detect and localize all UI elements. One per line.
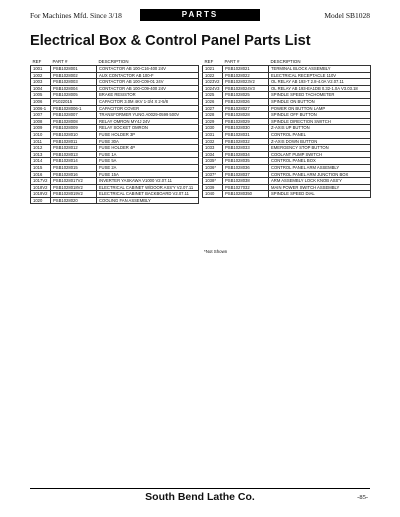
part-number-cell: PSB1028030 [223, 125, 269, 132]
ref-cell: 1003 [31, 79, 51, 86]
table-row [203, 118, 371, 125]
part-number-cell: PSB1028012 [51, 145, 97, 152]
ref-cell: 1011 [31, 138, 51, 145]
description-cell: EMERGENCY STOP BUTTON [269, 145, 371, 152]
table-row [203, 158, 371, 165]
ref-cell: 1006 [31, 98, 51, 105]
table-row [31, 171, 199, 178]
description-cell: POWER ON BUTTON LAMP [269, 105, 371, 112]
part-number-cell: PSB1028028 [223, 112, 269, 119]
part-number-cell: PSB1028037 [223, 171, 269, 178]
ref-cell: 1022 [203, 72, 223, 79]
description-cell: CONTACTOR AB 100-C09-01 24V [97, 79, 199, 86]
ref-cell: 1024V3 [203, 85, 223, 92]
ref-cell: 1010 [31, 131, 51, 138]
table-row [203, 184, 371, 191]
part-number-cell: PSB1028023V2 [223, 79, 269, 86]
ref-cell: 1013 [31, 151, 51, 158]
part-number-cell: PSB1028036 [223, 164, 269, 171]
table-row [203, 125, 371, 132]
part-number-cell: PSB1028035 [223, 158, 269, 165]
ref-cell: 1001 [31, 66, 51, 73]
part-number-cell: P1022015 [51, 98, 97, 105]
part-number-cell: PSB1028011 [51, 138, 97, 145]
description-cell: CONTROL PANEL BOX [269, 158, 371, 165]
description-cell: FUSE HOLDER 4P [97, 145, 199, 152]
ref-cell: 1015 [31, 164, 51, 171]
part-number-cell: PSB1028007 [51, 112, 97, 119]
ref-cell: 1021 [203, 66, 223, 73]
table-header-row [31, 58, 199, 66]
part-number-cell: PSB1028032 [223, 138, 269, 145]
description-cell: FUSE HOLDER 3P [97, 131, 199, 138]
description-cell: CONTACTOR AB 100-C16-400 24V [97, 66, 199, 73]
description-cell: SPINDLE SPEED DIAL [269, 191, 371, 198]
ref-cell: 1007 [31, 112, 51, 119]
table-row [203, 138, 371, 145]
description-cell: Z-AXIS DOWN BUTTON [269, 138, 371, 145]
part-number-cell: PSB1028006-1 [51, 105, 97, 112]
not-shown-note: *Not Shown [204, 249, 228, 254]
table-row [203, 66, 371, 73]
part-number-cell: PSB1028025 [223, 92, 269, 99]
ref-cell: 1012 [31, 145, 51, 152]
ref-cell: 1023V2 [203, 79, 223, 86]
col-header-part: PART # [52, 58, 68, 64]
part-number-cell: PSB1028003 [51, 79, 97, 86]
part-number-cell: PSB1028020 [51, 197, 97, 204]
table-row [31, 184, 199, 191]
ref-cell: 1026 [203, 98, 223, 105]
table-row [31, 151, 199, 158]
ref-cell: 1028 [203, 112, 223, 119]
footer-rule [30, 488, 370, 489]
parts-table-left [30, 58, 199, 204]
description-cell: CONTROL PANEL [269, 131, 371, 138]
ref-cell: 1038* [203, 178, 223, 185]
ref-cell: 1005 [31, 92, 51, 99]
table-row [203, 178, 371, 185]
description-cell: OL RELAY AB 193-EA1DB 0.32-1.0A V3.03.18 [269, 85, 371, 92]
parts-table-right [202, 58, 371, 198]
col-header-part: PART # [224, 58, 240, 64]
part-number-cell: PSB1028016 [51, 171, 97, 178]
table-row [203, 79, 371, 86]
part-number-cell: PSB1028027 [223, 105, 269, 112]
ref-cell: 1009 [31, 125, 51, 132]
part-number-cell: PSB1028002 [51, 72, 97, 79]
description-cell: RELAY OMRON MY4J 24V [97, 118, 199, 125]
description-cell: CONTROL PANEL ARM JUNCTION BOX [269, 171, 371, 178]
table-row [31, 79, 199, 86]
part-number-cell: PSB1028033 [223, 145, 269, 152]
ref-cell: 1037* [203, 171, 223, 178]
part-number-cell: PSB1028021 [223, 66, 269, 73]
description-cell: Z-AXIS UP BUTTON [269, 125, 371, 132]
table-row [31, 197, 199, 204]
description-cell: FUSE 5A [97, 158, 199, 165]
part-number-cell: PSB1028015 [51, 164, 97, 171]
part-number-cell: PSB1028017V2 [51, 178, 97, 185]
ref-cell: 1008 [31, 118, 51, 125]
part-number-cell: PSB1028008 [51, 118, 97, 125]
col-header-ref: REF [32, 58, 42, 64]
ref-cell: 1033 [203, 145, 223, 152]
description-cell: RELAY SOCKET OMRON [97, 125, 199, 132]
description-cell: COOLING FAN ASSEMBLY [97, 197, 199, 204]
part-number-cell: PSB10280350 [223, 191, 269, 198]
table-row [31, 138, 199, 145]
table-row [203, 105, 371, 112]
description-cell: TRANSFORMER YUNG A0029-0599 500V [97, 112, 199, 119]
description-cell: FUSE 30A [97, 138, 199, 145]
part-number-cell: PSB1028014 [51, 158, 97, 165]
part-number-cell: PSB1028005 [51, 92, 97, 99]
ref-cell: 1006-1 [31, 105, 51, 112]
ref-cell: 1035* [203, 158, 223, 165]
table-row [31, 131, 199, 138]
description-cell: SPINDLE SPEED TACHOMETER [269, 92, 371, 99]
table-row [31, 98, 199, 105]
description-cell: MAIN POWER SWITCH ASSEMBLY [269, 184, 371, 191]
table-header-row [203, 58, 371, 66]
parts-table-left-body [31, 66, 199, 204]
part-number-cell: PSB1027032 [223, 184, 269, 191]
table-row [31, 66, 199, 73]
ref-cell: 1020 [31, 197, 51, 204]
part-number-cell: PSB1028026 [223, 98, 269, 105]
part-number-cell: PSB1028029 [223, 118, 269, 125]
header-machine-date: For Machines Mfd. Since 3/18 [30, 11, 122, 20]
ref-cell: 1036* [203, 164, 223, 171]
ref-cell: 1017V2 [31, 178, 51, 185]
table-row [203, 85, 371, 92]
table-row [31, 72, 199, 79]
description-cell: TERMINAL BLOCK ASSEMBLY [269, 66, 371, 73]
table-row [31, 105, 199, 112]
page-title: Electrical Box & Control Panel Parts List [30, 33, 311, 49]
description-cell: SPINDLE OFF BUTTON [269, 112, 371, 119]
ref-cell: 1039 [203, 184, 223, 191]
part-number-cell: PSB1028024V3 [223, 85, 269, 92]
ref-cell: 1034 [203, 151, 223, 158]
description-cell: SPINDLE ON BUTTON [269, 98, 371, 105]
description-cell: INVERTER YASKAWA V1000 V2.07.11 [97, 178, 199, 185]
header-model: Model SB1028 [324, 11, 370, 20]
part-number-cell: PSB1028022 [223, 72, 269, 79]
description-cell: FUSE 15A [97, 171, 199, 178]
table-row [31, 112, 199, 119]
table-row [31, 158, 199, 165]
part-number-cell: PSB1028009 [51, 125, 97, 132]
ref-cell: 1030 [203, 125, 223, 132]
table-row [203, 98, 371, 105]
table-row [203, 191, 371, 198]
table-row [203, 151, 371, 158]
table-row [203, 171, 371, 178]
table-row [31, 178, 199, 185]
parts-table-right-body [203, 66, 371, 198]
table-row [31, 145, 199, 152]
table-row [31, 191, 199, 198]
page-number: -85- [357, 494, 368, 501]
description-cell: ELECTRICAL RECEPTACLE 110V [269, 72, 371, 79]
table-row [31, 85, 199, 92]
table-row [203, 72, 371, 79]
ref-cell: 1040 [203, 191, 223, 198]
part-number-cell: PSB1028038 [223, 178, 269, 185]
table-row [203, 131, 371, 138]
page-header [30, 9, 370, 23]
description-cell: ELECTRICAL CABINET W/DOOR ASS'Y V2.07.11 [97, 184, 199, 191]
part-number-cell: PSB1028034 [223, 151, 269, 158]
col-header-ref: REF [204, 58, 214, 64]
part-number-cell: PSB1028004 [51, 85, 97, 92]
description-cell: CONTACTOR AB 100-C09-400 24V [97, 85, 199, 92]
part-number-cell: PSB1028010 [51, 131, 97, 138]
ref-cell: 1018V2 [31, 184, 51, 191]
ref-cell: 1002 [31, 72, 51, 79]
description-cell: FUSE 2A [97, 164, 199, 171]
part-number-cell: PSB1028018V2 [51, 184, 97, 191]
description-cell: FUSE 1A [97, 151, 199, 158]
table-row [203, 145, 371, 152]
description-cell: CAPACITOR 3.0M 4KV 1-3/4 X 2-5/8 [97, 98, 199, 105]
col-header-desc: DESCRIPTION [98, 58, 129, 64]
description-cell: BRAKE RESISTOR [97, 92, 199, 99]
header-section-band: PARTS [140, 9, 260, 21]
col-header-desc: DESCRIPTION [270, 58, 301, 64]
description-cell: CAPACITOR COVER [97, 105, 199, 112]
part-number-cell: PSB1028031 [223, 131, 269, 138]
part-number-cell: PSB1028013 [51, 151, 97, 158]
description-cell: SPINDLE DIRECTION SWITCH [269, 118, 371, 125]
ref-cell: 1029 [203, 118, 223, 125]
table-row [31, 92, 199, 99]
ref-cell: 1014 [31, 158, 51, 165]
ref-cell: 1025 [203, 92, 223, 99]
part-number-cell: PSB1028019V2 [51, 191, 97, 198]
description-cell: ARM ASSEMBLY LOCK KNOB ASS'Y [269, 178, 371, 185]
ref-cell: 1004 [31, 85, 51, 92]
description-cell: AUX CONTACTOR AB 100-F [97, 72, 199, 79]
footer-brand: South Bend Lathe Co. [145, 491, 255, 503]
ref-cell: 1027 [203, 105, 223, 112]
table-row [31, 118, 199, 125]
description-cell: CONTROL PANEL ARM ASSEMBLY [269, 164, 371, 171]
table-row [31, 164, 199, 171]
ref-cell: 1019V2 [31, 191, 51, 198]
ref-cell: 1016 [31, 171, 51, 178]
part-number-cell: PSB1028001 [51, 66, 97, 73]
ref-cell: 1031 [203, 131, 223, 138]
description-cell: ELECTRICAL CABINET BACKBOARD V2.07.11 [97, 191, 199, 198]
table-row [203, 164, 371, 171]
ref-cell: 1032 [203, 138, 223, 145]
description-cell: COOLANT PUMP SWITCH [269, 151, 371, 158]
table-row [203, 92, 371, 99]
description-cell: OL RELAY AB 193-T 2.8-4.0A V2.07.11 [269, 79, 371, 86]
table-row [31, 125, 199, 132]
table-row [203, 112, 371, 119]
